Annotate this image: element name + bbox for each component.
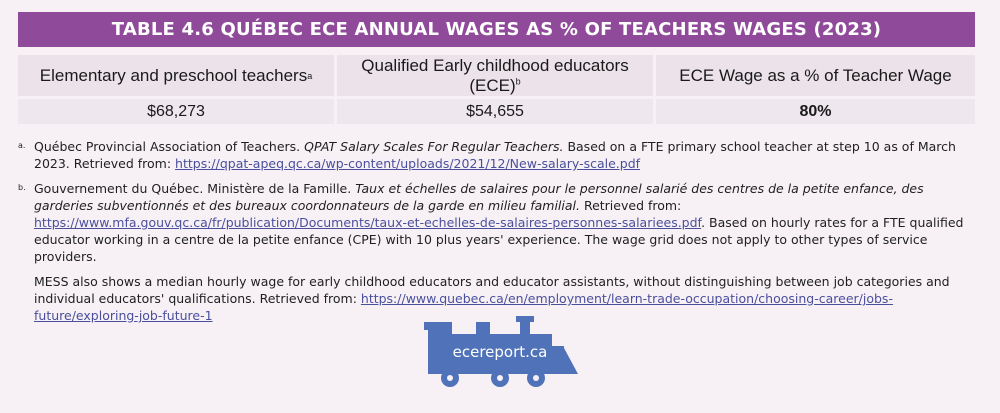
wages-table (18, 55, 975, 127)
footnote-b-mark: b. (18, 183, 26, 192)
value-ratio: 80% (656, 99, 975, 127)
footnote-b-title: Taux et échelles de salaires pour le personnel salarié des centres de la petite enfance, des garderies subventionnés et des bureaux coordonnateurs de la garde en milieu familial. (34, 181, 924, 213)
footnote-a-text2: Based on a FTE primary school teacher at step 10 as of March 2023. Retrieved from: (34, 139, 956, 171)
footnote-b-text1: Gouvernement du Québec. Ministère de la Famille. (34, 181, 356, 196)
footnote-b-link[interactable]: https://www.mfa.gouv.qc.ca/fr/publication/Documents/taux-et-echelles-de-salaires-personnes-salariees.pdf (34, 215, 702, 230)
value-teachers: $68,273 (18, 99, 337, 127)
footnote-a-title: QPAT Salary Scales For Regular Teachers. (304, 139, 564, 154)
footnotes (18, 138, 978, 332)
footnote-b-text2: Retrieved from: (579, 198, 682, 213)
header-ratio-label: ECE Wage as a % of Teacher Wage (679, 65, 952, 85)
header-ece (337, 55, 656, 99)
footnote-mess-link[interactable]: https://www.quebec.ca/en/employment/learn-trade-occupation/choosing-career/jobs-future/exploring-job-future-1 (34, 291, 893, 323)
footnote-mess-text: MESS also shows a median hourly wage for early childhood educators and educator assistants, without distinguishing between job categories and individual educators' qualifications. Retrieved from: (34, 274, 950, 306)
footnote-b (18, 180, 978, 265)
header-ece-label: Qualified Early childhood educators (ECE) (361, 55, 629, 95)
footnote-ref-b: b (515, 75, 521, 86)
footnote-a-mark: a. (18, 141, 26, 150)
logo-text: ecereport.ca (452, 343, 548, 361)
value-ece: $54,655 (337, 99, 656, 127)
footnote-a-text1: Québec Provincial Association of Teachers. (34, 139, 305, 154)
header-teachers: Elementary and preschool teachers a (18, 55, 337, 99)
footnote-a (18, 138, 978, 172)
ecereport-logo[interactable] (420, 312, 580, 392)
table-title: TABLE 4.6 QUÉBEC ECE ANNUAL WAGES AS % OF TEACHERS WAGES (2023) (18, 12, 975, 47)
footnote-b-text3: . Based on hourly rates for a FTE qualified educator working in a centre de la petite enfance (CPE) with 10 plus years' experience. The wage grid does not apply to other types of service providers. (34, 215, 964, 264)
header-teachers-label: Elementary and preschool teachers (39, 65, 308, 85)
header-ratio (656, 55, 975, 99)
footnote-a-link[interactable]: https://qpat-apeq.qc.ca/wp-content/uploads/2021/12/New-salary-scale.pdf (175, 156, 641, 171)
